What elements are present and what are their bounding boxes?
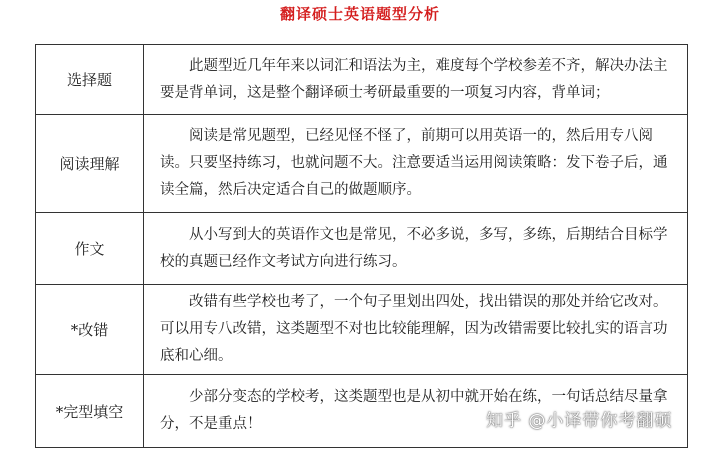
row-label-reading: 阅读理解 bbox=[36, 115, 144, 213]
row-desc-writing bbox=[144, 213, 688, 285]
table-row bbox=[36, 213, 688, 285]
row-label-writing: 作文 bbox=[36, 213, 144, 285]
row-desc-reading bbox=[144, 115, 688, 213]
row-desc-text: 从小写到大的英语作文也是常见，不必多说，多写，多练，后期结合目标学校的真题已经作文考试方向进行练习。 bbox=[160, 226, 668, 270]
page-title: 翻译硕士英语题型分析 bbox=[279, 5, 440, 23]
row-desc-error-correction bbox=[144, 285, 688, 375]
row-label-multiple-choice: 选择题 bbox=[36, 45, 144, 115]
table-row bbox=[36, 285, 688, 375]
row-desc-text: 此题型近几年年来以词汇和语法为主，难度每个学校参差不齐，解决办法主要是背单词，这是整个翻译硕士考研最重要的一项复习内容，背单词； bbox=[160, 57, 668, 101]
zhihu-watermark: 知乎 @小译带你考翻硕 bbox=[486, 411, 673, 431]
question-type-table bbox=[35, 44, 688, 448]
row-desc-text: 改错有些学校也考了，一个句子里划出四处，找出错误的那处并给它改对。可以用专八改错，这类题型不对也比较能理解，因为改错需要比较扎实的语言功底和心细。 bbox=[160, 294, 668, 364]
row-label-cloze: *完型填空 bbox=[36, 375, 144, 448]
table-row bbox=[36, 45, 688, 115]
row-label-error-correction: *改错 bbox=[36, 285, 144, 375]
table-row bbox=[36, 115, 688, 213]
row-desc-multiple-choice bbox=[144, 45, 688, 115]
row-desc-text: 阅读是常见题型，已经见怪不怪了，前期可以用英语一的，然后用专八阅读。只要坚持练习，也就问题不大。注意要适当运用阅读策略：发下卷子后，通读全篇，然后决定适合自己的做题顺序。 bbox=[160, 128, 668, 198]
row-desc-text: 少部分变态的学校考，这类题型也是从初中就开始在练，一句话总结尽量拿分，不是重点！ bbox=[160, 389, 668, 432]
